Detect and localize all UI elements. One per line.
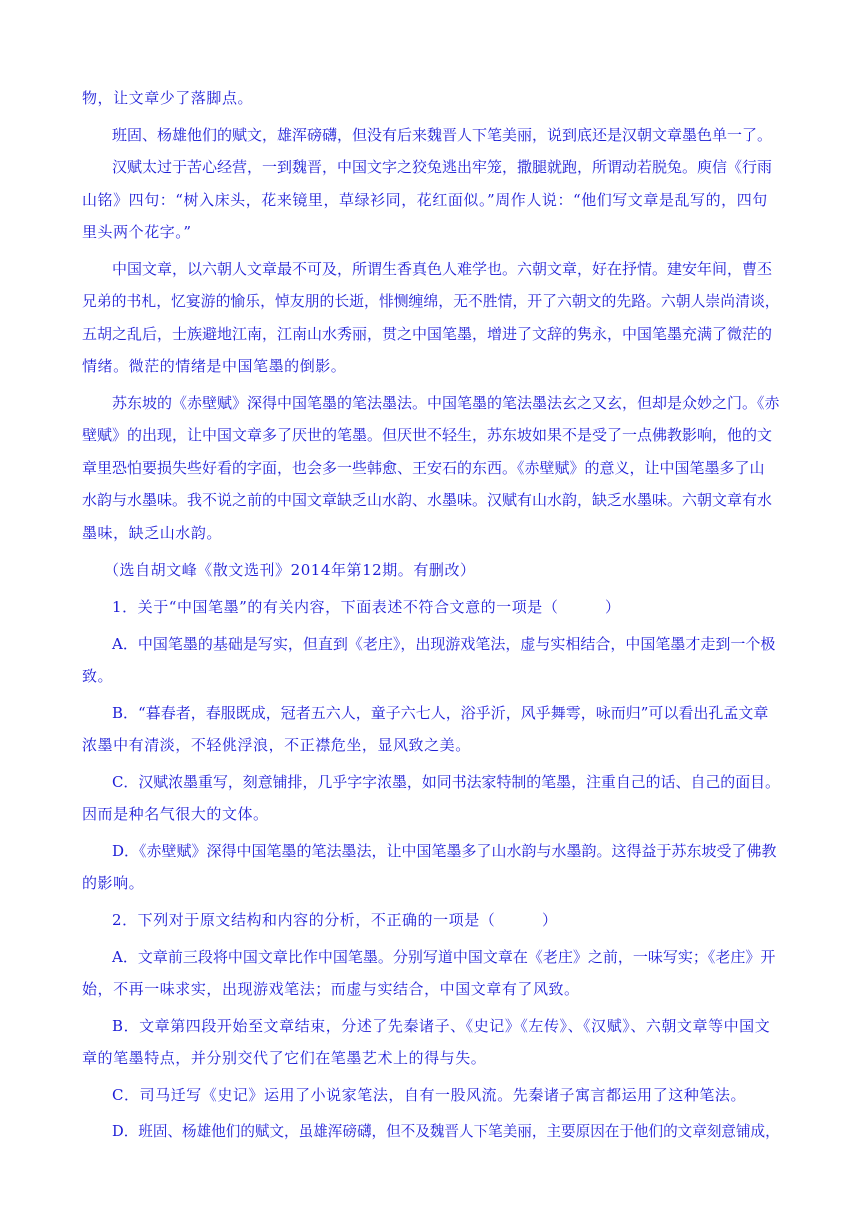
text-line: 的影响。 [82,874,145,892]
text-line: 苏东坡的《赤壁赋》深得中国笔墨的笔法墨法。中国笔墨的笔法墨法玄之又玄，但却是众妙之门。《赤 [112,394,780,412]
text-line: 中国文章，以六朝人文章最不可及，所谓生香真色人难学也。六朝文章，好在抒情。建安年间，曹丕 [112,260,773,278]
text-line: 始，不再一味求实，出现游戏笔法；而虚与实结合，中国文章有了风致。 [82,980,580,998]
text-line: 浓墨中有清淡，不轻佻浮浪，不正襟危坐，显风致之美。 [82,736,471,754]
text-line: 水韵与水墨味。我不说之前的中国文章缺乏山水韵、水墨味。汉赋有山水韵，缺乏水墨味。六朝文章有水 [82,491,773,509]
text-line: 汉赋太过于苦心经营，一到魏晋，中国文字之狡兔逃出牢笼，撒腿就跑，所谓动若脱兔。庾信《行雨 [112,158,773,176]
option-2a: A．文章前三段将中国文章比作中国笔墨。分别写道中国文章在《老庄》之前，一味写实；《老庄》开 [112,948,776,966]
text-line: 致。 [82,667,114,685]
text-line: 班固、杨雄他们的赋文，雄浑磅礴，但没有后来魏晋人下笔美丽，说到底还是汉朝文章墨色单一了。 [112,126,773,144]
text-line: 里头两个花字。” [82,223,192,241]
option-2c: C．司马迁写《史记》运用了小说家笔法，自有一股风流。先秦诸子寓言都运用了这种笔法。 [112,1086,747,1104]
option-1a: A．中国笔墨的基础是写实，但直到《老庄》，出现游戏笔法，虚与实相结合，中国笔墨才走到一个极 [112,635,776,653]
text-line: 山铭》四句：“树入床头，花来镜里，草绿衫同，花红面似。”周作人说：“他们写文章是乱写的，四句 [82,191,768,209]
text-line: 章的笔墨特点，并分别交代了它们在笔墨艺术上的得与失。 [82,1049,487,1067]
option-2b: B．文章第四段开始至文章结束，分述了先秦诸子、《史记》《左传》、《汉赋》、六朝文章等中国文 [112,1017,771,1035]
option-1b: B．“暮春者，春服既成，冠者五六人，童子六七人，浴乎沂，风乎舞雩，咏而归”可以看出孔孟文章 [112,704,769,722]
option-1d: D．《赤壁赋》深得中国笔墨的笔法墨法，让中国笔墨多了山水韵与水墨韵。这得益于苏东坡受了佛教 [112,842,777,860]
question-2: 2．下列对于原文结构和内容的分析，不正确的一项是（ ） [112,911,558,929]
text-line: 壁赋》的出现，让中国文章多了厌世的笔墨。但厌世不轻生，苏东坡如果不是受了一点佛教影响，他的文 [82,426,773,444]
text-line: 兄弟的书札，忆宴游的愉乐，悼友朋的长逝，悱恻缠绵，无不胜情，开了六朝文的先路。六朝人崇尚清谈， [82,292,780,310]
source-citation: （选自胡文峰《散文选刊》2014年第12期。有删改） [104,561,476,579]
question-1: 1．关于“中国笔墨”的有关内容，下面表述不符合文意的一项是（ ） [112,598,621,616]
text-line: 五胡之乱后，士族避地江南，江南山水秀丽，贯之中国笔墨，增进了文辞的隽永，中国笔墨充满了微茫的 [82,325,773,343]
text-line: 情绪。微茫的情绪是中国笔墨的倒影。 [82,357,347,375]
option-1c: C．汉赋浓墨重写，刻意铺排，几乎字字浓墨，如同书法家特制的笔墨，注重自己的话、自己的面目。 [112,773,780,791]
text-line: 因而是种名气很大的文体。 [82,805,269,823]
option-2d: D．班固、杨雄他们的赋文，虽雄浑磅礴，但不及魏晋人下笔美丽，主要原因在于他们的文章刻意铺成， [112,1123,780,1140]
text-line: 章里恐怕要损失些好看的字面，也会多一些韩愈、王安石的东西。《赤壁赋》的意义，让中国笔墨多了山 [82,459,765,477]
text-line: 物，让文章少了落脚点。 [82,89,254,107]
text-line: 墨味，缺乏山水韵。 [82,524,222,542]
